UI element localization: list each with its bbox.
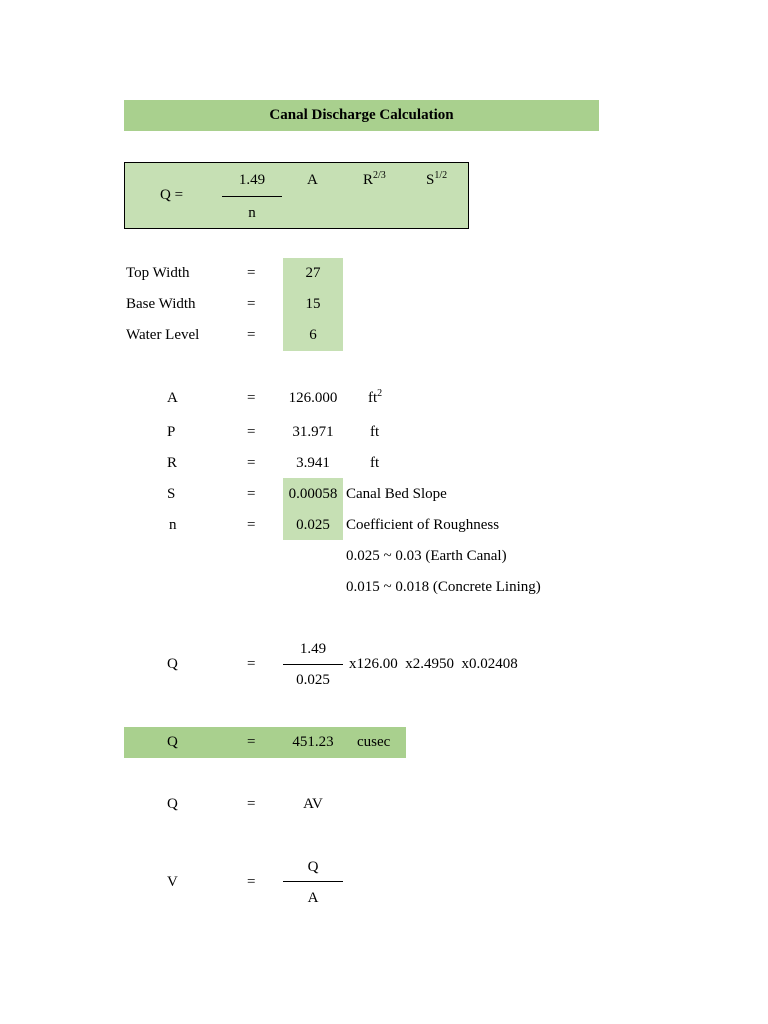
param-note: Coefficient of Roughness — [346, 517, 500, 533]
equals-sign: = — [247, 796, 256, 812]
input-value: 27 — [305, 265, 321, 281]
formula-numerator: 1.49 — [238, 172, 266, 188]
param-note: Canal Bed Slope — [346, 486, 447, 502]
formula-radius-term: $R^{2/3}$ — [363, 170, 386, 188]
q-calc-terms: x126.00 x2.4950 x0.02408 — [349, 656, 518, 672]
param-unit: ft — [370, 424, 380, 440]
result-value: 451.23 — [292, 734, 334, 750]
param-unit: $ft^2$ — [368, 388, 383, 406]
formula-q-label: Q = — [160, 187, 184, 203]
input-label: Water Level — [126, 327, 200, 343]
equals-sign: = — [247, 486, 256, 502]
formula-denominator: n — [248, 205, 256, 221]
q-calc-denominator: 0.025 — [296, 672, 330, 688]
q-av-value: AV — [303, 796, 323, 812]
equals-sign: = — [247, 455, 256, 471]
q-calc-fraction-line — [283, 664, 343, 665]
param-symbol: S — [167, 486, 176, 502]
param-symbol: R — [167, 455, 178, 471]
roughness-note: 0.015 ~ 0.018 (Concrete Lining) — [346, 579, 541, 595]
v-calc-symbol: V — [167, 874, 178, 890]
param-value: 0.025 — [296, 517, 330, 533]
roughness-note: 0.025 ~ 0.03 (Earth Canal) — [346, 548, 507, 564]
result-unit: cusec — [357, 734, 391, 750]
param-symbol: P — [167, 424, 176, 440]
param-value: 0.00058 — [288, 486, 338, 502]
v-calc-numerator: Q — [307, 859, 319, 875]
result-symbol: Q — [167, 734, 178, 750]
equals-sign: = — [247, 265, 256, 281]
equals-sign: = — [247, 296, 256, 312]
q-calc-numerator: 1.49 — [299, 641, 327, 657]
equals-sign: = — [247, 424, 256, 440]
param-value: 126.000 — [288, 390, 338, 406]
formula-fraction-line — [222, 196, 282, 197]
input-value: 6 — [309, 327, 317, 343]
input-label: Top Width — [126, 265, 190, 281]
equals-sign: = — [247, 734, 256, 750]
input-label: Base Width — [126, 296, 196, 312]
formula-area-symbol: A — [307, 172, 318, 188]
input-value: 15 — [305, 296, 321, 312]
param-value: 3.941 — [296, 455, 330, 471]
equals-sign: = — [247, 874, 256, 890]
v-calc-denominator: A — [307, 890, 319, 906]
param-unit: ft — [370, 455, 380, 471]
param-symbol: n — [169, 517, 177, 533]
q-calc-symbol: Q — [167, 656, 178, 672]
equals-sign: = — [247, 390, 256, 406]
q-av-symbol: Q — [167, 796, 178, 812]
param-value: 31.971 — [292, 424, 334, 440]
equals-sign: = — [247, 656, 256, 672]
v-calc-fraction-line — [283, 881, 343, 882]
equals-sign: = — [247, 327, 256, 343]
sheet-title: Canal Discharge Calculation — [124, 100, 599, 131]
equals-sign: = — [247, 517, 256, 533]
formula-slope-term: $S^{1/2}$ — [426, 170, 448, 188]
param-symbol: A — [167, 390, 178, 406]
